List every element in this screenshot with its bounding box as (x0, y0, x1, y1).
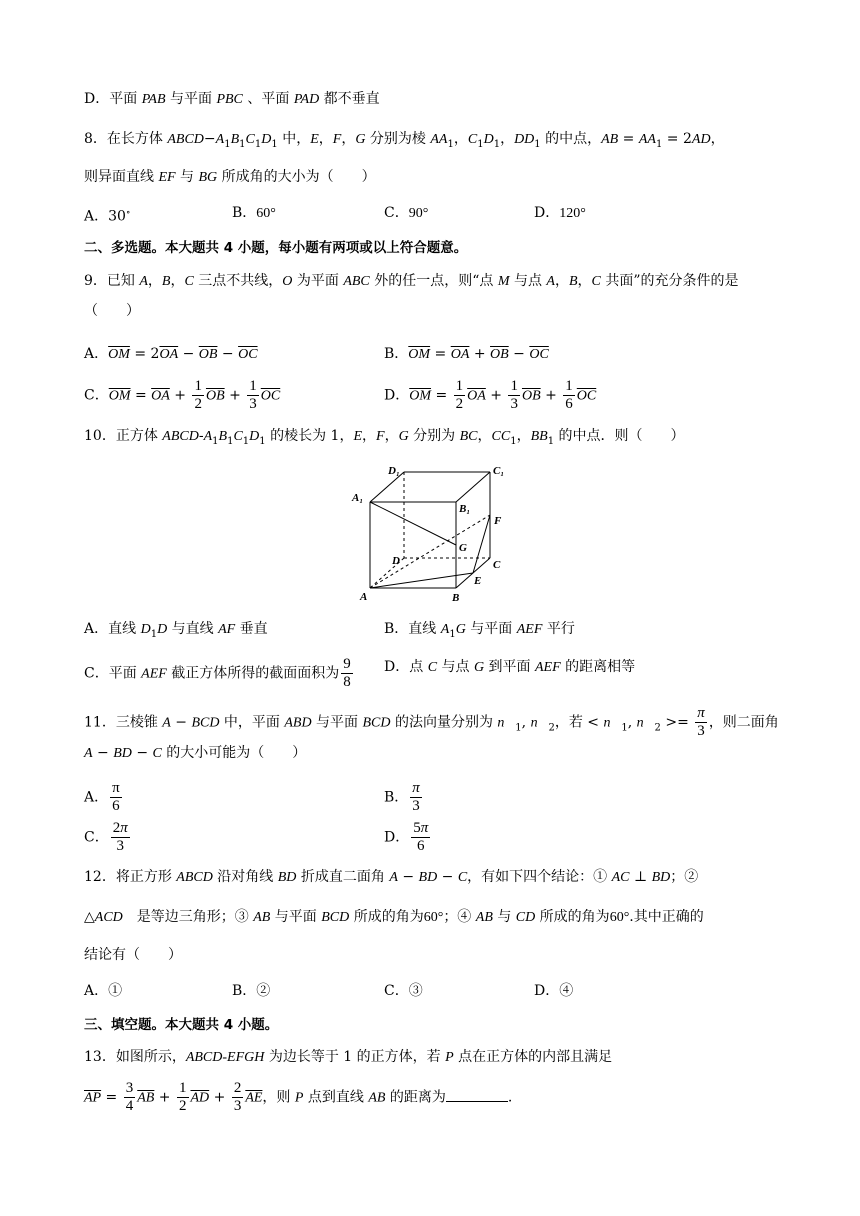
q9-option-d: D．$\overline{OM}$ = $\frac{1}{2}$ $\overline{OA}$ + $\frac{1}{3}$ $\overline{OB}$ + $\frac{1}{6}$ $\overline{OC}$ (384, 378, 597, 412)
q13-stem-line1: 13．如图所示，ABCD-EFGH 为边长等于 1 的正方体，若 P 点在正方体的内部且满足 (84, 1049, 613, 1065)
q11-option-d: D． $\frac{5\pi}{6}$ (384, 820, 429, 854)
q8-option-c: C．90° (384, 205, 429, 221)
q13-answer-blank[interactable] (446, 1087, 508, 1102)
q8-stem-line2: 则异面直线 EF 与 BG 所成角的大小为（ ） (84, 169, 376, 185)
q9-option-b: B．$\overline{OM} = \overline{OA} + \overline{OB} - \overline{OC}$ (384, 346, 549, 362)
label-a: A (360, 591, 368, 603)
label-b1: B₁ (459, 503, 471, 515)
q12-stem-line2: △ACD 是等边三角形；③ AB 与平面 BCD 所成的角为60°；④ AB 与 CD 所成的角为60°.其中正确的 (84, 909, 704, 925)
q8-stem-line1: 8．在长方体 $ABCD-A_1B_1C_1D_1$ 中，E，F，G 分别为棱 $AA_1$，$C_1D_1$，$DD_1$ 的中点，AB = $AA_1 = 2AD$， (84, 131, 725, 150)
q11-option-c: C． $\frac{2\pi}{3}$ (84, 820, 128, 854)
q12-option-a: A．① (84, 983, 123, 999)
line-af-hidden (370, 515, 490, 588)
label-d1: D₁ (388, 465, 400, 477)
label-e: E (474, 575, 482, 587)
q9-option-a: A．$\overline{OM} = 2\overline{OA} - \overline{OB} - \overline{OC}$ (84, 346, 258, 362)
cube-figure (350, 460, 520, 605)
edge-c1b1 (456, 472, 490, 502)
q9-stem-line1: 9．已知 A，B，C 三点不共线，O 为平面 ABC 外的任一点，则“点 M 与点 A，B，C 共面”的充分条件的是 (84, 273, 739, 289)
label-c: C (493, 559, 501, 571)
q7-option-d: D．平面 PAB 与平面 PBC 、平面 PAD 都不垂直 (84, 91, 380, 107)
q8-option-d: D．120° (534, 205, 586, 221)
q11-stem-line1: 11．三棱锥 A − BCD 中，平面 ABD 与平面 BCD 的法向量分别为 $n⃗_1$, $n⃗_2$，若 < $n⃗_1$, $n⃗_2$ >= $\frac{\pi}{3}$ ，则二面角 (84, 705, 779, 739)
q11-stem-line2: A − BD − C 的大小可能为（ ） (84, 745, 307, 761)
label-c1: C₁ (493, 465, 505, 477)
q12-option-d: D．④ (534, 983, 574, 999)
q9-option-c: C．$\overline{OM} = \overline{OA}$ + $\frac{1}{2}$ $\overline{OB}$ + $\frac{1}{3}$ $\overline{OC}$ (84, 378, 281, 412)
q12-stem-line1: 12．将正方形 ABCD 沿对角线 BD 折成直二面角 A − BD − C，有如下四个结论：① AC ⊥ BD；② (84, 869, 699, 885)
q9-stem-line2: （ ） (84, 303, 140, 319)
line-a1g (370, 502, 456, 545)
label-a1: A₁ (352, 492, 364, 504)
q12-option-c: C．③ (384, 983, 423, 999)
label-g: G (459, 542, 467, 554)
label-d: D (392, 555, 400, 567)
q13-stem-line2: $\overline{AP}$ = $\frac{3}{4}$ $\overline{AB}$ + $\frac{1}{2}$ $\overline{AD}$ + $\frac{2}{3}$ $\overline{AE}$，则 P 点到直线 AB 的距离为 . (84, 1080, 513, 1114)
label-f: F (494, 515, 502, 527)
q10-stem: 10．正方体 ABCD-$A_1B_1C_1D_1$ 的棱长为 1，E，F，G 分别为 BC，$CC_1$，$BB_1$ 的中点．则（ ） (84, 428, 685, 447)
q12-option-b: B．② (232, 983, 271, 999)
q12-stem-line3: 结论有（ ） (84, 947, 182, 963)
section2-heading: 二、多选题。本大题共 4 小题，每小题有两项或以上符合题意。 (84, 240, 468, 256)
q10-option-d: D．点 C 与点 G 到平面 AEF 的距离相等 (384, 659, 636, 675)
section3-heading: 三、填空题。本大题共 4 小题。 (84, 1017, 279, 1033)
q10-option-b: B．直线 $A_1G$ 与平面 AEF 平行 (384, 621, 575, 640)
q8-option-a: A．30∘ (84, 208, 131, 225)
q11-option-b: B． $\frac{\pi}{3}$ (384, 780, 420, 814)
label-b: B (452, 592, 460, 604)
line-ef (473, 515, 490, 573)
q11-option-a: A． $\frac{\pi}{6}$ (84, 780, 120, 814)
q8-option-b: B．60° (232, 205, 276, 221)
line-ae (370, 573, 473, 588)
q10-option-a: A．直线 $D_1D$ 与直线 AF 垂直 (84, 621, 268, 640)
q10-option-c: C．平面 AEF 截正方体所得的截面面积为 $\frac{9}{8}$ (84, 656, 351, 690)
